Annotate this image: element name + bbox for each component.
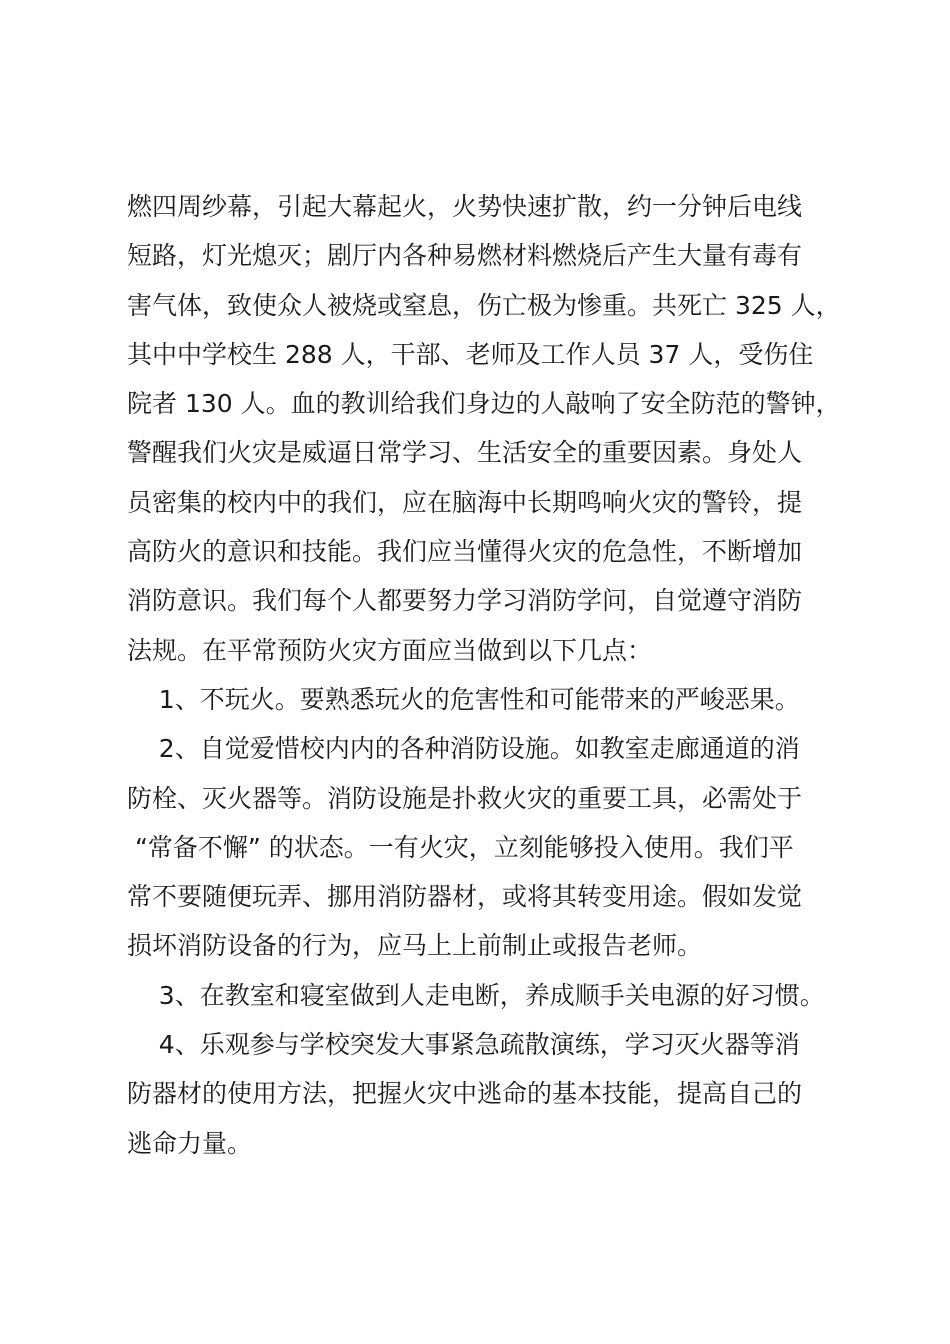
text-line: 防栓、灭火器等。消防设施是扑救火灾的重要工具，必需处于 — [127, 783, 803, 813]
text-line: 警醒我们火灾是威逼日常学习、生活安全的重要因素。身处人 — [127, 438, 803, 468]
text-line: 损坏消防设备的行为，应马上上前制止或报告老师。 — [127, 931, 703, 961]
text-line: 高防火的意识和技能。我们应当懂得火灾的危急性，不断增加 — [127, 537, 803, 567]
text-line: 员密集的校内中的我们，应在脑海中长期鸣响火灾的警铃，提 — [127, 487, 803, 517]
text-line: 短路，灯光熄灭；剧厅内各种易燃材料燃烧后产生大量有毒有 — [127, 241, 803, 271]
text-line: 院者 130 人。血的教训给我们身边的人敲响了安全防范的警钟， — [127, 389, 841, 419]
text-line: 其中中学校生 288 人，干部、老师及工作人员 37 人，受伤住 — [127, 339, 814, 369]
text-line: 防器材的使用方法，把握火灾中逃命的基本技能，提高自己的 — [127, 1079, 803, 1109]
text-line: 逃命力量。 — [127, 1128, 253, 1158]
text-line: 消防意识。我们每个人都要努力学习消防学问，自觉遵守消防 — [127, 586, 803, 616]
list-item-3: 3、在教室和寝室做到人走电断，养成顺手关电源的好习惯。 — [127, 980, 825, 1010]
text-line: 燃四周纱幕，引起大幕起火，火势快速扩散，约一分钟后电线 — [127, 192, 803, 221]
text-line: 害气体，致使众人被烧或窒息，伤亡极为惨重。共死亡 325 人， — [127, 290, 841, 320]
text-line: “常备不懈” 的状态。一有火灾，立刻能够投入使用。我们平 — [127, 832, 794, 862]
list-item-2: 2、自觉爱惜校内内的各种消防设施。如教室走廊通道的消 — [127, 734, 800, 764]
text-line: 法规。在平常预防火灾方面应当做到以下几点： — [127, 635, 653, 665]
list-item-4: 4、乐观参与学校突发大事紧急疏散演练，学习灭火器等消 — [127, 1030, 800, 1060]
body-text — [127, 182, 841, 1168]
text-line: 常不要随便玩弄、挪用消防器材，或将其转变用途。假如发觉 — [127, 882, 803, 912]
list-item-1: 1、不玩火。要熟悉玩火的危害性和可能带来的严峻恶果。 — [127, 684, 800, 714]
